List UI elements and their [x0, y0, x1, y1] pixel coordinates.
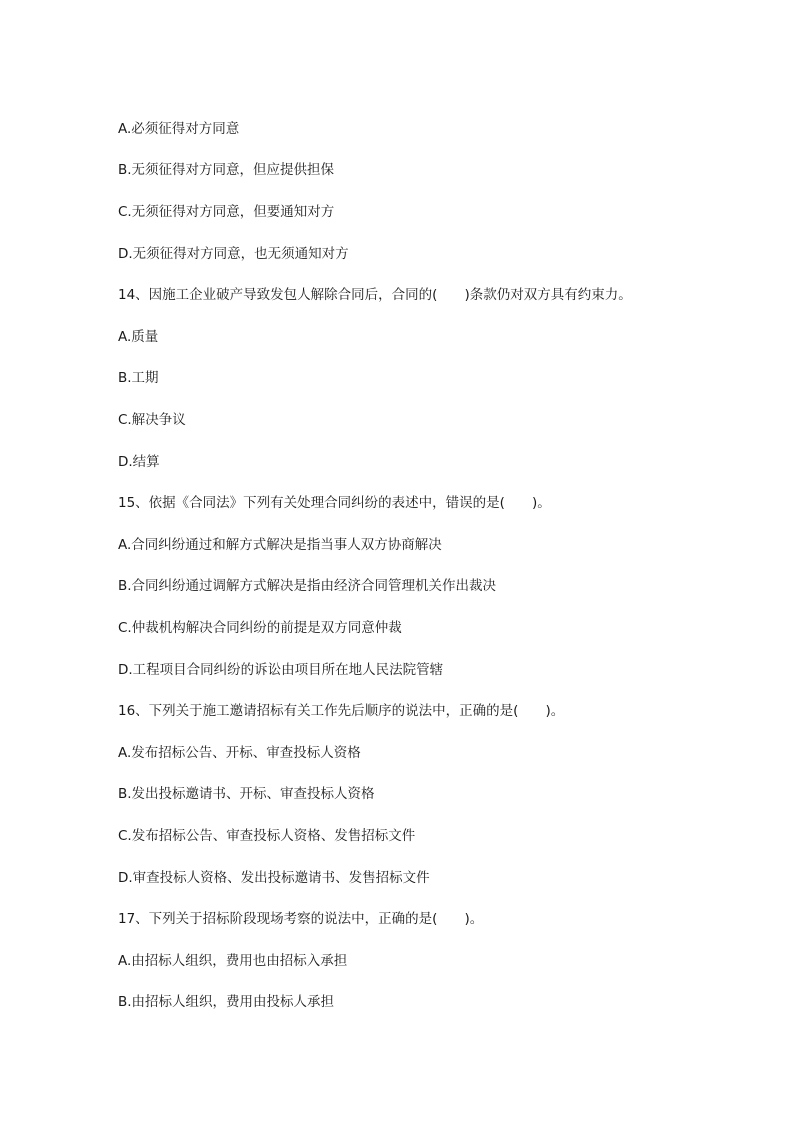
- option-15a: A.合同纠纷通过和解方式解决是指当事人双方协商解决: [118, 537, 442, 553]
- option-14a: A.质量: [118, 329, 159, 345]
- option-16c: C.发布招标公告、审查投标人资格、发售招标文件: [118, 828, 416, 844]
- option-15c: C.仲裁机构解决合同纠纷的前提是双方同意仲裁: [118, 620, 402, 636]
- option-16d: D.审查投标人资格、发出投标邀请书、发售招标文件: [118, 870, 430, 886]
- option-13b: B.无须征得对方同意，但应提供担保: [118, 162, 335, 178]
- option-13a: A.必须征得对方同意: [118, 121, 240, 137]
- question-14: 14、因施工企业破产导致发包人解除合同后，合同的( )条款仍对双方具有约束力。: [118, 287, 632, 303]
- option-16b: B.发出投标邀请书、开标、审查投标人资格: [118, 786, 375, 802]
- option-13c: C.无须征得对方同意，但要通知对方: [118, 204, 335, 220]
- option-17a: A.由招标人组织，费用也由招标入承担: [118, 953, 348, 969]
- question-15: 15、依据《合同法》下列有关处理合同纠纷的表述中，错误的是( )。: [118, 495, 551, 511]
- option-15b: B.合同纠纷通过调解方式解决是指由经济合同管理机关作出裁决: [118, 578, 497, 594]
- option-14d: D.结算: [118, 454, 160, 470]
- option-16a: A.发布招标公告、开标、审查投标人资格: [118, 745, 361, 761]
- question-16: 16、下列关于施工邀请招标有关工作先后顺序的说法中，正确的是( )。: [118, 703, 565, 719]
- option-14c: C.解决争议: [118, 412, 186, 428]
- option-14b: B.工期: [118, 370, 159, 386]
- option-13d: D.无须征得对方同意，也无须通知对方: [118, 246, 349, 262]
- question-17: 17、下列关于招标阶段现场考察的说法中，正确的是( )。: [118, 911, 484, 927]
- option-15d: D.工程项目合同纠纷的诉讼由项目所在地人民法院管辖: [118, 662, 444, 678]
- option-17b: B.由招标人组织，费用由投标人承担: [118, 994, 335, 1010]
